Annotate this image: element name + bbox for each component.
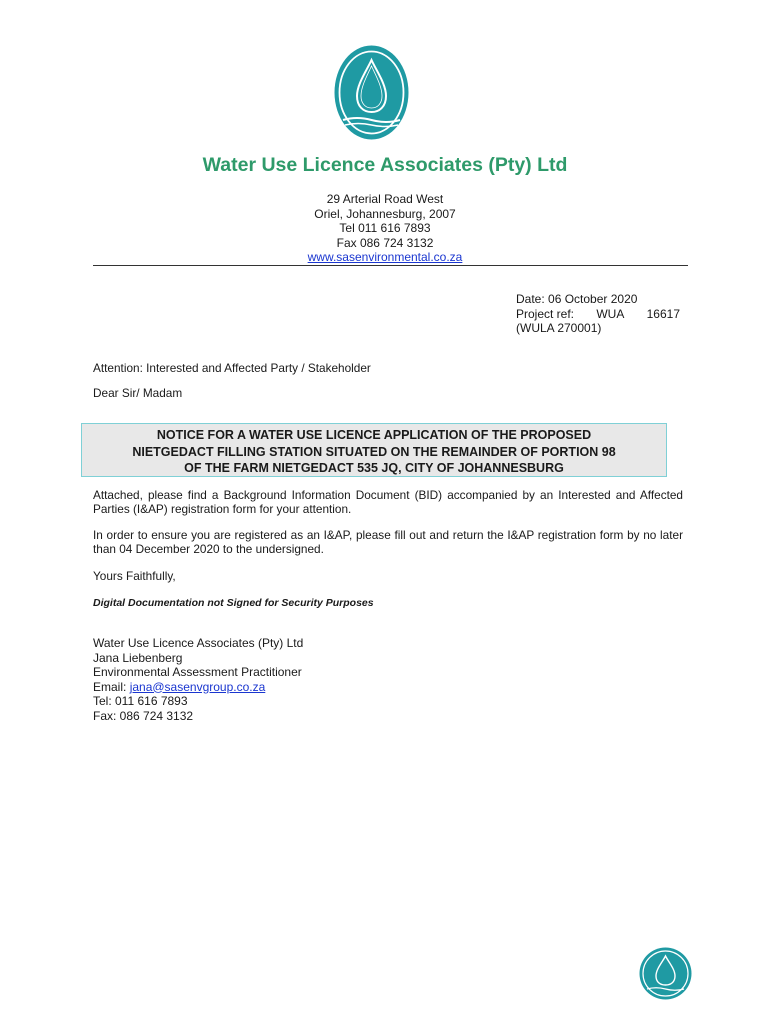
website-link[interactable]: www.sasenvironmental.co.za [307,250,463,264]
company-address [0,192,770,265]
sig-fax: Fax: 086 724 3132 [93,708,194,723]
water-drop-logo-icon [333,44,410,141]
company-logo [333,44,410,141]
sig-email: Email: jana@sasenvgroup.co.za [93,679,266,694]
company-tel: Tel 011 616 7893 [339,221,431,235]
attention-line: Attention: Interested and Affected Party / Stakeholder [93,361,371,375]
signature-block [93,636,303,723]
sig-tel: Tel: 011 616 7893 [93,694,188,708]
closing: Yours Faithfully, [93,569,176,583]
sig-title: Environmental Assessment Practitioner [93,665,302,679]
date-reference-block [516,292,680,336]
company-fax: Fax 086 724 3132 [336,235,434,250]
address-line-2: Oriel, Johannesburg, 2007 [314,206,456,221]
header-divider [93,265,688,266]
notice-line-3: OF THE FARM NIETGEDACT 535 JQ, CITY OF JOHANNESBURG [184,461,564,475]
salutation: Dear Sir/ Madam [93,386,183,400]
body-paragraph-2: In order to ensure you are registered as an I&AP, please fill out and return the I&AP registration form by no later than 04 December 2020 to the undersigned. [93,528,683,556]
project-ref: Project ref: WUA 16617 [516,306,680,321]
water-drop-logo-icon [639,947,692,1000]
body-paragraph-1: Attached, please find a Background Information Document (BID) accompanied by an Interested and Affected Parties (I&AP) registration form for your attention. [93,488,683,516]
notice-heading-box [81,423,667,477]
sig-name: Jana Liebenberg [93,650,183,665]
address-line-1: 29 Arterial Road West [326,192,444,206]
notice-line-1: NOTICE FOR A WATER USE LICENCE APPLICATION OF THE PROPOSED [156,428,592,442]
notice-line-2: NIETGEDACT FILLING STATION SITUATED ON THE REMAINDER OF PORTION 98 [132,444,616,459]
footer-logo [639,947,692,1000]
email-link[interactable]: jana@sasenvgroup.co.za [129,679,266,694]
sig-company: Water Use Licence Associates (Pty) Ltd [93,636,304,650]
company-name: Water Use Licence Associates (Pty) Ltd [202,154,568,176]
signature-note: Digital Documentation not Signed for Security Purposes [93,597,374,609]
wula-ref: (WULA 270001) [516,321,602,335]
letter-date: Date: 06 October 2020 [516,292,638,306]
